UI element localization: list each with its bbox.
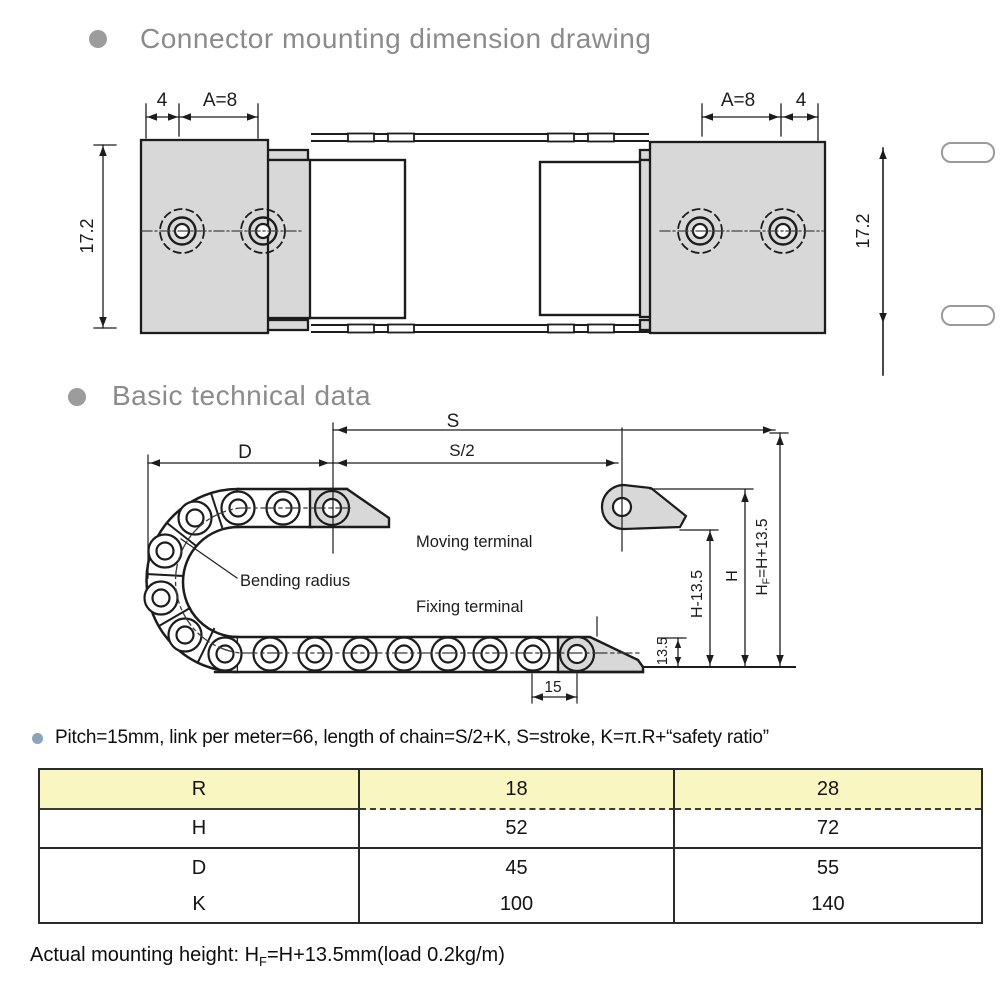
- dim-4-right: 4: [795, 90, 807, 111]
- table-cell: H: [40, 810, 360, 849]
- table-cell: 100: [360, 887, 675, 922]
- side-view-drawing: [145, 411, 796, 703]
- dim-15: 15: [544, 679, 562, 696]
- table-cell: R: [40, 770, 360, 810]
- dim-hf: $H_F=H+13.5$: [754, 518, 773, 596]
- dim-h: H: [724, 570, 742, 582]
- dim-s: S: [446, 411, 460, 432]
- section1-title: Connector mounting dimension drawing: [140, 23, 652, 54]
- dim-a8-left: A=8: [202, 90, 238, 111]
- dim-4-left: 4: [156, 90, 168, 111]
- table-cell: 18: [360, 770, 675, 810]
- spec-table: [38, 768, 983, 924]
- table-row-h: [40, 810, 981, 849]
- dim-h-minus-135: H-13.5: [689, 569, 707, 619]
- right-mounting-plate: [640, 142, 825, 333]
- footer-note: Actual mounting height: $H_F=H+13.5mm(load$ 0.2kg/m): [30, 944, 505, 969]
- table-cell: 140: [811, 893, 845, 915]
- label-moving-terminal: Moving terminal: [416, 533, 533, 551]
- table-cell: D: [40, 849, 360, 887]
- table-cell: 55: [816, 856, 840, 879]
- pitch-bullet-icon: [32, 733, 43, 744]
- section2-title: Basic technical data: [112, 380, 372, 411]
- table-row-d: [40, 849, 981, 887]
- table-cell: 45: [360, 849, 675, 887]
- label-bending-radius: Bending radius: [240, 572, 351, 590]
- dim-a8-right: A=8: [720, 90, 756, 111]
- dim-17-2-right: 17.2: [852, 213, 873, 249]
- table-cell: 28: [675, 770, 981, 810]
- dim-17-2-left: 17.2: [76, 218, 97, 254]
- table-cell: K: [40, 887, 360, 922]
- dim-135: 13.5: [654, 636, 671, 666]
- table-row-k: [40, 887, 981, 922]
- label-fixing-terminal: Fixing terminal: [416, 598, 524, 616]
- table-row-r: [40, 770, 981, 810]
- table-cell: 72: [675, 810, 981, 849]
- table-cell: 52: [360, 810, 675, 849]
- pitch-note: Pitch=15mm, link per meter=66, length of chain=S/2+K, S=stroke, K=π.R+“safety ratio”: [55, 727, 769, 748]
- dim-d: D: [238, 442, 252, 463]
- top-view-drawing: [77, 90, 994, 375]
- dim-s2: S/2: [449, 441, 475, 460]
